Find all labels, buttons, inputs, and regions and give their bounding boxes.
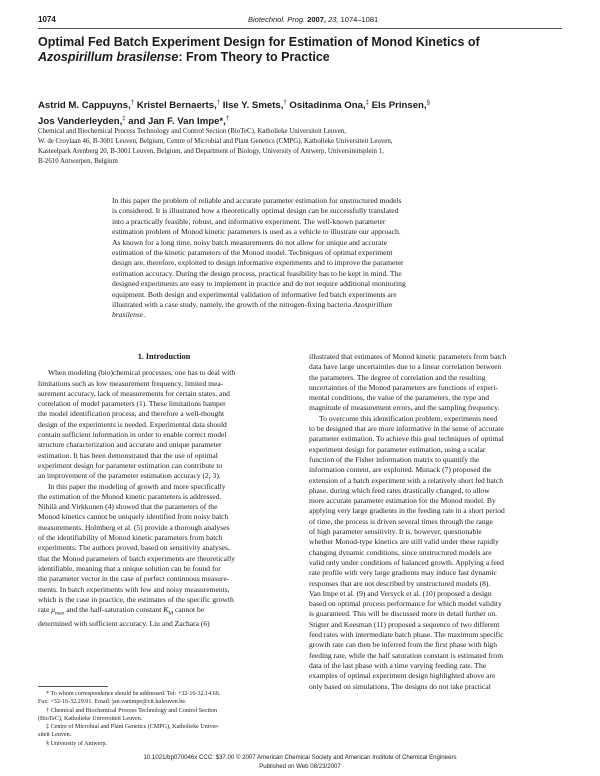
body-line: surement accuracy, lack of measurements for certain states, and (38, 388, 230, 398)
body-line: measurements. Holmberg et al. (5) provide a thorough analyses (38, 522, 230, 532)
abstract-text: . (143, 310, 146, 320)
abstract-organism: Azospirillum (353, 300, 392, 310)
body-line: determined with sufficient accuracy. Liu and Zachara (6) (38, 618, 210, 628)
title-line-1: Optimal Fed Batch Experiment Design for Estimation of Monod Kinetics of (38, 35, 480, 49)
body-line: growth rate can then be inferred from the first phase with high (309, 640, 497, 650)
abstract-line (112, 310, 526, 320)
body-line: data have large uncertainties due to a linear correlation between (309, 362, 502, 372)
affiliations (38, 127, 562, 167)
footnote-rule (38, 686, 108, 687)
body-line: of high parameter sensitivity. It is, however, questionable (309, 527, 482, 537)
abstract-line: As known for a long time, noisy batch measurements do not allow for unique and accurate (112, 237, 387, 247)
symbol-subscript: max (55, 610, 65, 617)
body-line: based on optimal process performance for which model validity (309, 599, 502, 609)
journal-name: Biotechnol. Prog. (248, 15, 306, 24)
body-line: which is the case in practice, the estimates of the specific growth (38, 594, 234, 604)
body-line: experiments. The authors proved, based on sensitivity analyses, (38, 543, 230, 553)
affiliation-line: B-2610 Antwerpen, Belgium (38, 158, 118, 165)
body-line: Stigter and Keesman (11) proposed a sequence of two different (309, 619, 500, 629)
body-line: Van Impe et al. (9) and Versyck et al. (10) proposed a design (309, 588, 492, 598)
body-line: an improvement of the parameter estimation accuracy (2, 3). (38, 471, 221, 481)
right-column (309, 352, 561, 692)
body-line: the parameters. The degree of correlation and the resulting (309, 372, 486, 382)
author: Ositadinma Ona, (286, 100, 366, 112)
body-line: to be designed that are more informative in the sense of accurate (309, 424, 504, 434)
header-rule (38, 28, 562, 29)
body-line: of time, the process is driven several times through the range (309, 516, 493, 526)
abstract-line: estimation problem of Monod kinetic parameters is used as a vehicle to illustrate our approach. (112, 227, 401, 237)
body-line: When modeling (bio)chemical processes, one has to deal with (48, 368, 236, 378)
footnote-line: † Chemical and Biochemical Process Technology and Control Section (46, 707, 218, 714)
body-line: In this paper the modeling of growth and more specifically (48, 481, 226, 491)
body-line: valid only under conditions of balanced growth. Applying a feed (309, 557, 504, 567)
body-line: feed rates with intermediate batch phase. The maximum specific (309, 630, 504, 640)
author: Jos Vanderleyden, (38, 115, 123, 127)
footnote-line: (BioTeC), Katholieke Universiteit Leuven. (38, 715, 143, 722)
title-organism: Azospirillum brasilense (38, 49, 179, 64)
body-line: parameter estimation. To achieve this goal techniques of optimal (309, 434, 504, 444)
left-column (38, 352, 290, 629)
author-mark: § (426, 100, 430, 106)
body-line: information content, are exploited. Munack (7) proposed the (309, 465, 492, 475)
body-line (38, 605, 290, 619)
body-line: is guaranteed. This will be discussed more in detail further on. (309, 609, 498, 619)
doi-copyright: 10.1021/bp070046x CCC: $37.00 © 2007 American Chemical Society and American Institute of Chemical Engineers (143, 754, 457, 761)
section-heading: 1. Introduction (137, 352, 191, 361)
body-line: data of the last phase with a time varying feeding rate. The (309, 660, 487, 670)
symbol-k: K (163, 605, 169, 615)
author-mark: † (283, 100, 287, 106)
abstract-line: In this paper the problem of reliable and accurate parameter estimation for unstructured models (112, 196, 402, 205)
author-mark: † (130, 100, 135, 106)
body-line: extension of a batch experiment with a relatively short fed batch (309, 475, 504, 485)
body-line: the parameter vector in the case of perfect continuous measure- (38, 574, 230, 584)
author-list (38, 97, 562, 128)
body-line: responses that are not described by unstructured models (8). (309, 578, 491, 588)
footnote-line: Fax: +32-16-32.29.91. Email: jan.vanimpe@cit.kuleuven.be. (38, 699, 187, 706)
footnote-line: siteit Leuven. (38, 732, 72, 739)
body-line: estimation. It has been demonstrated that the use of optimal (38, 450, 218, 460)
journal-citation (248, 15, 378, 24)
author: Ilse Y. Smets, (220, 100, 284, 112)
author-mark: † (216, 100, 221, 106)
title-line-2 (38, 50, 562, 65)
abstract-line: estimation of the kinetic parameters of the Monod model. Techniques of optimal experiment (112, 248, 393, 258)
body-line: whether Monod-type kinetics are still valid under these rapidly (309, 537, 499, 547)
abstract (112, 196, 526, 321)
affiliation-line: Chemical and Biochemical Process Technology and Control Section (BioTeC), Katholieke Universiteit Leuven, (38, 128, 346, 135)
body-line: identifiable, meaning that a unique solution can be found for (38, 563, 221, 573)
body-line: contain sufficient information in order to enable correct model (38, 430, 227, 440)
abstract-text: illustrated with a case study, namely, the growth of the nitrogen-fixing bacteria (112, 300, 354, 310)
journal-pages: 1074–1081 (340, 15, 379, 24)
author: and Jan F. Van Impe*, (125, 115, 226, 127)
footnote-line: * To whom correspondence should be addressed. Tel: +32-16-32.14.66. (46, 691, 221, 697)
body-line: experiment design for parameter estimation, using a scalar (309, 444, 486, 454)
abstract-line: design are, therefore, exploited to design informative experiments and to improve the parameter (112, 258, 404, 268)
abstract-line: designed experiments are easy to implement in practice and do not require additional monitoring (112, 279, 406, 289)
abstract-line: is considered. It is illustrated how a theoretically optimal design can be successfully translated (112, 206, 399, 216)
body-line: magnitude of measurement errors, and the sampling frequency. (309, 403, 500, 413)
body-line: design of the experiments is needed. Experimental data should (38, 419, 227, 429)
body-line: limitations such as low measurement frequency, limited mea- (38, 378, 224, 388)
journal-volume: 23, (328, 15, 339, 24)
footnotes (38, 690, 290, 748)
journal-year: 2007, (307, 15, 326, 24)
article-title (38, 35, 562, 64)
abstract-line (112, 300, 526, 310)
symbol-subscript: M (168, 610, 174, 617)
body-line: Nihilä and Virkkunen (4) showed that the parameters of the (38, 502, 218, 512)
body-line: applying very large gradients in the feeding rate in a short period (309, 506, 505, 516)
abstract-organism: brasilense (112, 310, 144, 320)
abstract-line: equipment. Both design and experimental validation of informative fed batch experiments are (112, 289, 397, 299)
affiliation-line: W. de Croylaan 46, B-3001 Leuven, Belgium, Centre of Microbial and Plant Genetics (CMPG), Katholieke Universiteit Leuven, (38, 138, 393, 145)
author: Kristel Bernaerts, (134, 100, 217, 112)
author-mark: † (225, 115, 230, 122)
body-line: the estimation of the Monod kinetic parameters is addressed. (38, 491, 222, 501)
body-line: mental conditions, the value of the parameters, the type and (309, 393, 490, 403)
body-line: ments. In batch experiments with few and noisy measurements, (38, 584, 230, 594)
running-header (38, 12, 562, 26)
author: Astrid M. Cappuyns, (38, 100, 131, 112)
body-line: function of the Fisher information matrix to quantify the (309, 454, 480, 464)
body-line: feeding rate, while the half saturation constant is estimated from (309, 650, 504, 660)
body-line: of the identifiability of Monod kinetic parameters from batch (38, 533, 223, 543)
footnote-line: § University of Antwerp. (46, 740, 107, 747)
body-line: uncertainties of the Monod parameters are functions of experi- (309, 382, 499, 392)
body-line: phase, during which feed rates drastically changed, to allow (309, 485, 490, 495)
body-line: correlation of model parameters (1). These limitations hamper (38, 399, 226, 409)
author: Els Prinsen, (368, 100, 427, 112)
affiliation-line: Kasteelpark Arenberg 20, B-3001 Leuven, Belgium, and Department of Biology, University of Antwerp, Universiteitsplein 1, (38, 148, 384, 155)
body-line: more accurate parameter estimation for the Monod model. By (309, 496, 496, 506)
body-line: only based on simulations. The designs do not take practical (309, 681, 491, 691)
body-line: changing dynamic conditions, since unstructured models are (309, 547, 492, 557)
page-footer (38, 754, 562, 771)
author-line-1 (38, 97, 562, 113)
page-number: 1074 (38, 15, 56, 24)
body-line: To overcome this identification problem, experiments need (319, 413, 498, 423)
body-line: the model identification process, and therefore a well-thought (38, 409, 225, 419)
body-line: Monod kinetics cannot be uniquely identified from noisy batch (38, 512, 229, 522)
body-line: examples of optimal experiment design highlighted above are (309, 671, 496, 681)
body-line: experiment design for parameter estimation can contribute to (38, 460, 223, 470)
body-text: rate (38, 605, 52, 615)
author-mark: ‡ (122, 115, 126, 122)
body-text: and the half-saturation constant (64, 605, 164, 615)
body-line: illustrated that estimates of Monod kinetic parameters from batch (309, 352, 507, 361)
body-text: cannot be (173, 605, 205, 615)
abstract-line: into a practically feasible, robust, and informative experiment. The well-known parameter (112, 216, 386, 226)
body-line: that the Monod parameters of batch experiments are theoretically (38, 553, 235, 563)
footnote-line: ‡ Centre of Microbial and Plant Genetics (CMPG), Katholieke Univer- (46, 724, 220, 731)
publication-date: Published on Web 08/23/2007 (259, 762, 341, 770)
title-subtitle: : From Theory to Practice (178, 49, 330, 64)
author-mark: ‡ (365, 100, 369, 106)
abstract-line: estimation accuracy. During the design process, practical feasibility has to be kept in mind. The (112, 268, 402, 278)
body-line: structure characterization and accurate and unique parameter (38, 440, 222, 450)
symbol-mu: μ (51, 605, 55, 615)
body-line: rate profile with very large gradients may induce fast dynamic (309, 568, 497, 578)
